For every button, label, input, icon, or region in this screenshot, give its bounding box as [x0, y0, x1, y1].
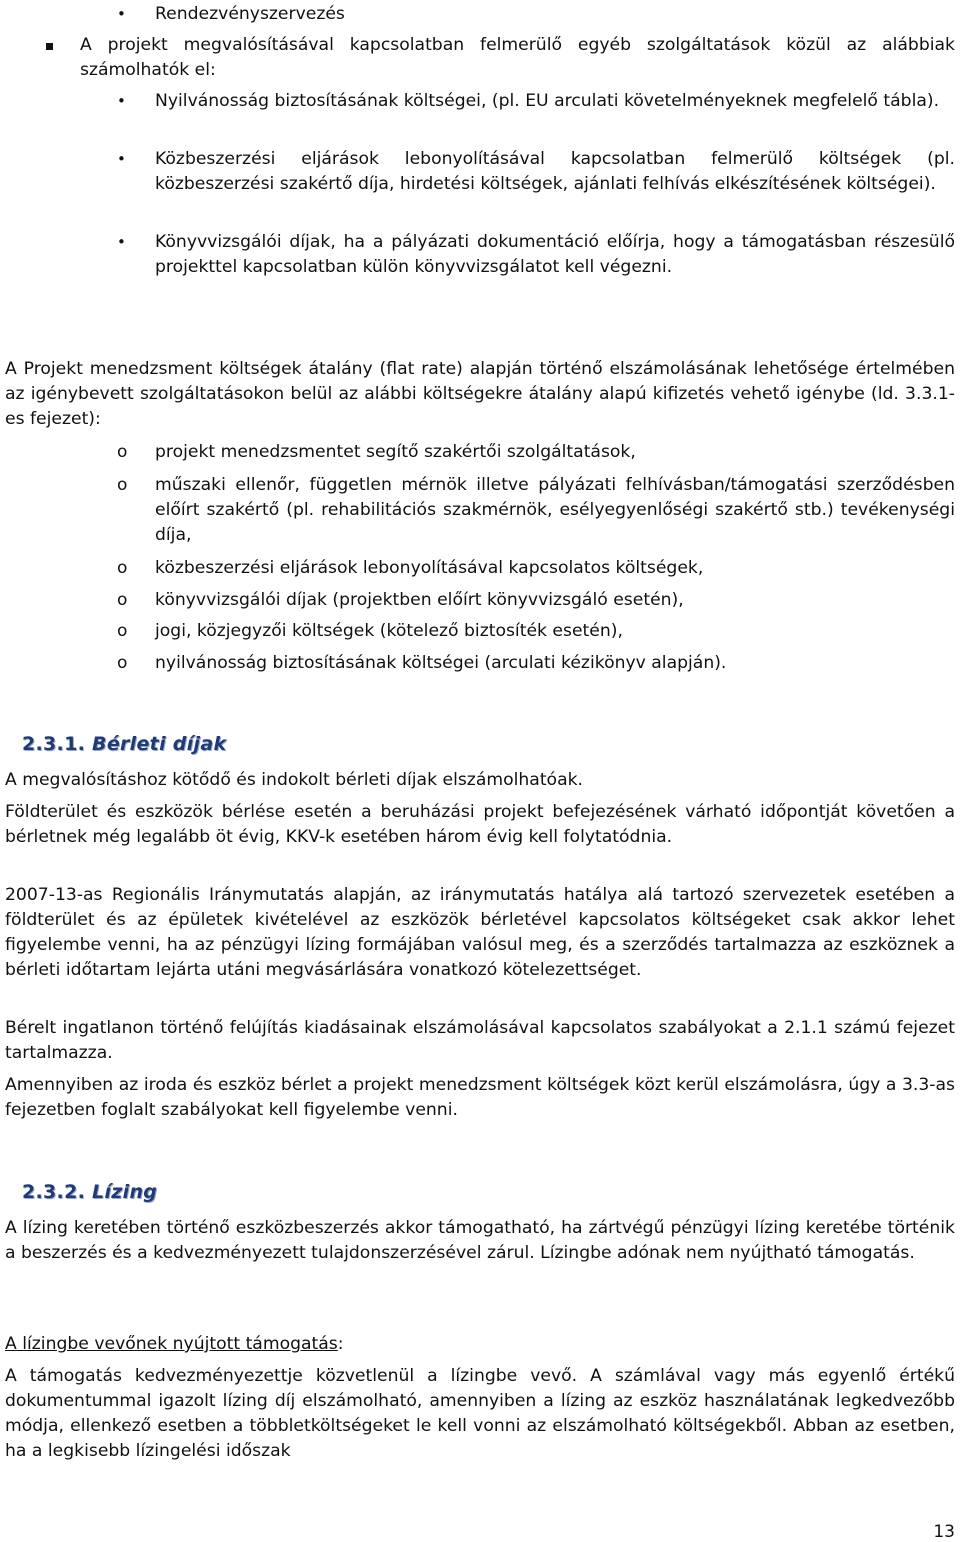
list-item: Közbeszerzési eljárások lebonyolításával kapcsolatban felmerülő költségek (pl. közbeszerzési szakértő díja, hirdetési költségek, ajánlati felhívás elkészítésének költségei). [155, 149, 955, 194]
circle-bullet-icon: o [117, 558, 128, 578]
list-intro: A projekt megvalósításával kapcsolatban felmerülő egyéb szolgáltatások közül az alábbiak számolhatók el: [80, 35, 955, 80]
bullet-dot-icon: • [117, 150, 126, 168]
section-number: 2.3.2. [22, 1181, 86, 1203]
bullet-dot-icon: • [117, 5, 126, 23]
list-item: projekt menedzsmentet segítő szakértői szolgáltatások, [155, 442, 636, 462]
paragraph: Földterület és eszközök bérlése esetén a beruházási projekt befejezésének várható időpontját követően a bérletnek még legalább öt évig, KKV-k esetében három évig kell folytatódnia. [5, 802, 955, 847]
section-heading [22, 733, 226, 755]
circle-bullet-icon: o [117, 475, 128, 495]
paragraph: A megvalósításhoz kötődő és indokolt bérleti díjak elszámolhatóak. [5, 770, 584, 790]
paragraph: Bérelt ingatlanon történő felújítás kiadásainak elszámolásával kapcsolatos szabályokat a 2.1.1 számú fejezet tartalmazza. [5, 1018, 955, 1063]
subheading-text: A lízingbe vevőnek nyújtott támogatás [5, 1334, 338, 1354]
bullet-dot-icon: • [117, 92, 126, 110]
subheading [5, 1332, 955, 1357]
subheading-suffix: : [337, 1334, 344, 1354]
list-item: Könyvvizsgálói díjak, ha a pályázati dokumentáció előírja, hogy a támogatásban részesülő projekttel kapcsolatban külön könyvvizsgálatot kell végezni. [155, 232, 955, 277]
list-item: jogi, közjegyzői költségek (kötelező biztosíték esetén), [155, 621, 623, 641]
section-title: Lízing [92, 1181, 158, 1203]
list-item: Nyilvánosság biztosításának költségei, (pl. EU arculati követelményeknek megfelelő tábla). [155, 91, 940, 111]
square-bullet-icon [46, 43, 53, 50]
paragraph: A Projekt menedzsment költségek átalány (flat rate) alapján történő elszámolásának lehetősége értelmében az igénybevett szolgáltatásokon belül az alábbi költségekre átalány alapú kifizetés vehető igénybe (ld. 3.3.1-es fejezet): [5, 359, 955, 429]
section-heading [22, 1181, 157, 1203]
circle-bullet-icon: o [117, 590, 128, 610]
section-number: 2.3.1. [22, 733, 86, 755]
circle-bullet-icon: o [117, 442, 128, 462]
list-item: könyvvizsgálói díjak (projektben előírt könyvvizsgáló esetén), [155, 590, 684, 610]
bullet-dot-icon: • [117, 233, 126, 251]
circle-bullet-icon: o [117, 653, 128, 673]
list-item: Rendezvényszervezés [155, 4, 345, 24]
paragraph: 2007-13-as Regionális Iránymutatás alapján, az iránymutatás hatálya alá tartozó szervezetek esetében a földterület és az épületek kivételével az eszközök bérletével kapcsolatos költségeket csak akkor lehet figyelembe venni, ha az pénzügyi lízing formájában valósul meg, és a szerződés tartalmazza az eszköznek a bérleti időtartam lejárta utáni megvásárlására vonatkozó kötelezettséget. [5, 885, 955, 980]
paragraph: A támogatás kedvezményezettje közvetlenül a lízingbe vevő. A számlával vagy más egyenlő értékű dokumentummal igazolt lízing díj elszámolható, amennyiben a lízing az eszköz használatának legkedvezőbb módja, ellenkező esetben a többletköltségeket le kell vonni az elszámolható költségekből. Abban az esetben, ha a legkisebb lízingelési időszak [5, 1366, 955, 1461]
section-title: Bérleti díjak [92, 733, 227, 755]
list-item: műszaki ellenőr, független mérnök illetve pályázati felhívásban/támogatási szerződésben előírt szakértő (pl. rehabilitációs szakmérnök, esélyegyenlőségi szakértő stb.) tevékenységi díja, [155, 475, 955, 545]
list-item: nyilvánosság biztosításának költségei (arculati kézikönyv alapján). [155, 653, 727, 673]
circle-bullet-icon: o [117, 621, 128, 641]
paragraph: Amennyiben az iroda és eszköz bérlet a projekt menedzsment költségek közt kerül elszámolásra, úgy a 3.3-as fejezetben foglalt szabályokat kell figyelembe venni. [5, 1075, 955, 1120]
paragraph: A lízing keretében történő eszközbeszerzés akkor támogatható, ha zártvégű pénzügyi lízing keretébe történik a beszerzés és a kedvezményezett tulajdonszerzésével zárul. Lízingbe adónak nem nyújtható támogatás. [5, 1218, 955, 1263]
page-number: 13 [933, 1522, 955, 1542]
list-item: közbeszerzési eljárások lebonyolításával kapcsolatos költségek, [155, 558, 704, 578]
